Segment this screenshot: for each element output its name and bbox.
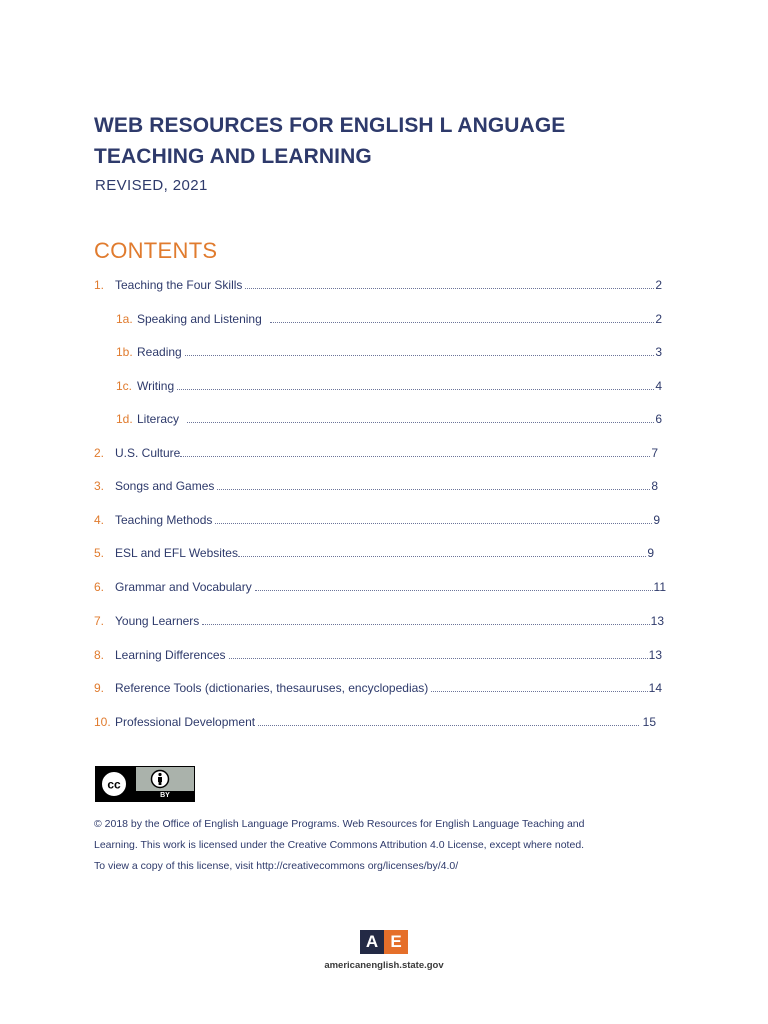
toc-leader-dots	[177, 389, 654, 390]
toc-leader-dots	[238, 556, 646, 557]
attribution-person-icon	[150, 769, 170, 789]
toc-entry-page: 14	[648, 681, 662, 695]
revised-date: REVISED, 2021	[95, 177, 208, 194]
toc-entry-page: 11	[653, 580, 666, 594]
toc-entry-label: Literacy	[137, 412, 180, 426]
toc-entry-page: 9	[653, 513, 660, 527]
document-title-line2: TEACHING AND LEARNING	[94, 145, 372, 168]
toc-leader-dots	[180, 456, 650, 457]
toc-entry-label: Grammar and Vocabulary	[115, 580, 252, 594]
license-line1: © 2018 by the Office of English Language Programs. Web Resources for English Language Teaching and	[94, 818, 585, 830]
toc-entry-number: 3.	[94, 479, 105, 493]
toc-entry-page: 2	[655, 278, 662, 292]
toc-entry-number: 1d.	[116, 412, 133, 426]
toc-leader-dots	[202, 624, 649, 625]
toc-entry[interactable]	[94, 580, 666, 600]
toc-leader-dots	[258, 725, 639, 726]
toc-entry[interactable]	[94, 546, 654, 566]
toc-entry-label: Speaking and Listening	[137, 312, 262, 326]
toc-entry[interactable]	[94, 513, 660, 533]
document-title	[94, 110, 694, 172]
toc-entry-label: Professional Development	[115, 715, 256, 729]
license-line2: Learning. This work is licensed under the Creative Commons Attribution 4.0 License, except where noted.	[94, 839, 585, 851]
toc-entry[interactable]	[116, 379, 662, 399]
contents-heading: CONTENTS	[94, 238, 218, 263]
toc-entry-number: 1.	[94, 278, 105, 292]
toc-leader-dots	[431, 691, 647, 692]
toc-entry[interactable]	[94, 278, 662, 298]
logo-letter-a: A	[360, 930, 384, 954]
logo-letter-e: E	[384, 930, 408, 954]
toc-entry-label: Reading	[137, 345, 182, 359]
toc-entry-number: 1b.	[116, 345, 133, 359]
toc-entry-label: ESL and EFL Websites	[115, 546, 238, 560]
toc-entry[interactable]	[94, 479, 658, 499]
toc-leader-dots	[270, 322, 655, 323]
toc-entry[interactable]	[116, 312, 662, 332]
license-notice	[94, 814, 654, 877]
toc-entry-label: Teaching the Four Skills	[115, 278, 243, 292]
toc-entry[interactable]	[94, 681, 662, 701]
toc-entry-page: 6	[655, 412, 662, 426]
toc-leader-dots	[185, 355, 655, 356]
toc-entry-label: Songs and Games	[115, 479, 215, 493]
toc-entry-number: 4.	[94, 513, 105, 527]
cc-by-label: BY	[136, 791, 194, 801]
toc-entry-number: 1c.	[116, 379, 133, 393]
toc-entry-number: 10.	[94, 715, 111, 729]
document-title-line1: WEB RESOURCES FOR ENGLISH L ANGUAGE	[94, 114, 566, 137]
toc-entry-label: Young Learners	[115, 614, 200, 628]
toc-entry-label: U.S. Culture	[115, 446, 181, 460]
toc-entry-label: Teaching Methods	[115, 513, 213, 527]
toc-entry-page: 2	[655, 312, 662, 326]
toc-entry[interactable]	[94, 715, 656, 735]
toc-entry-number: 7.	[94, 614, 105, 628]
toc-entry[interactable]	[94, 446, 658, 466]
toc-leader-dots	[215, 523, 652, 524]
cc-icon-text: cc	[107, 777, 121, 792]
american-english-logo	[360, 930, 408, 954]
toc-entry[interactable]	[94, 614, 664, 634]
toc-entry-number: 2.	[94, 446, 105, 460]
toc-entry-number: 1a.	[116, 312, 133, 326]
toc-entry-page: 4	[655, 379, 662, 393]
toc-entry-number: 9.	[94, 681, 105, 695]
toc-entry-page: 15	[642, 715, 656, 729]
toc-entry-page: 7	[651, 446, 658, 460]
toc-entry-page: 13	[650, 614, 664, 628]
toc-entry[interactable]	[94, 648, 662, 668]
toc-entry-number: 6.	[94, 580, 105, 594]
toc-entry[interactable]	[116, 412, 662, 432]
creative-commons-badge	[95, 766, 195, 802]
footer-site-url[interactable]: americanenglish.state.gov	[324, 960, 444, 971]
toc-entry[interactable]	[116, 345, 662, 365]
toc-entry-label: Learning Differences	[115, 648, 226, 662]
toc-entry-page: 8	[651, 479, 658, 493]
toc-leader-dots	[245, 288, 654, 289]
toc-entry-page: 9	[647, 546, 654, 560]
toc-entry-page: 13	[648, 648, 662, 662]
license-line3[interactable]: To view a copy of this license, visit http://creativecommons org/licenses/by/4.0/	[94, 860, 459, 872]
toc-entry-number: 5.	[94, 546, 105, 560]
toc-entry-label: Reference Tools (dictionaries, thesauruses, encyclopedias)	[115, 681, 429, 695]
toc-leader-dots	[255, 590, 653, 591]
toc-leader-dots	[229, 658, 648, 659]
toc-entry-label: Writing	[137, 379, 175, 393]
toc-entry-number: 8.	[94, 648, 105, 662]
cc-icon	[99, 769, 129, 799]
toc-leader-dots	[187, 422, 654, 423]
toc-entry-page: 3	[655, 345, 662, 359]
toc-leader-dots	[217, 489, 650, 490]
